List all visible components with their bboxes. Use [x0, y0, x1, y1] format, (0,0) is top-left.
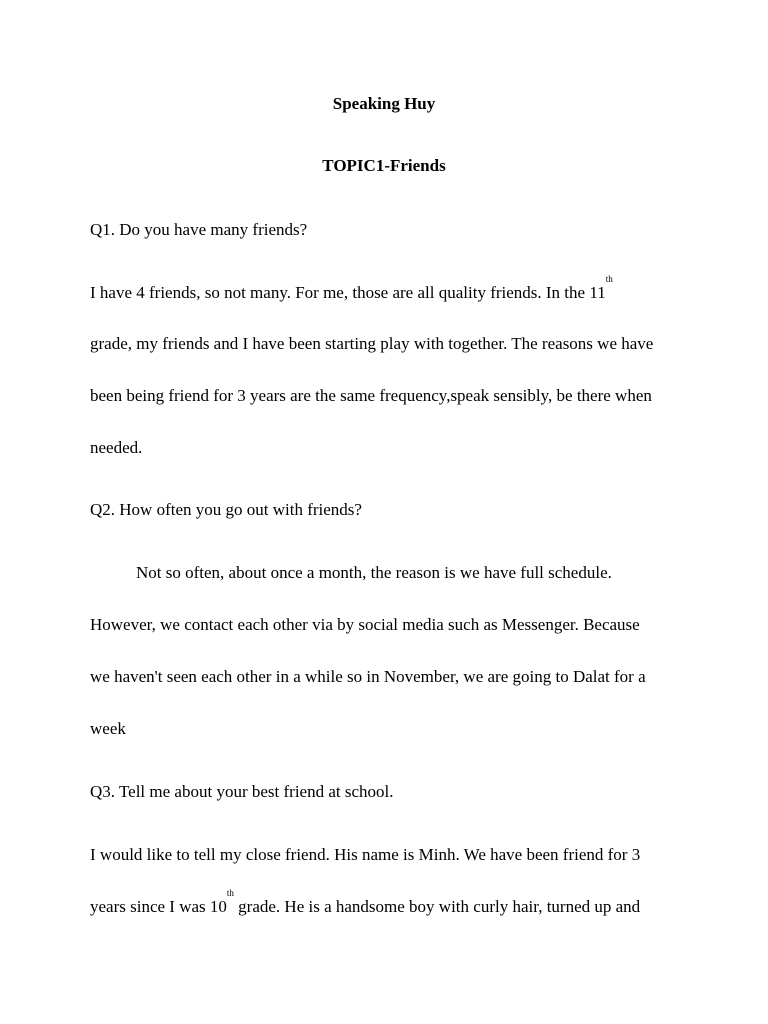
q3-answer-line-2 [90, 888, 641, 917]
ordinal-superscript: th [226, 888, 234, 898]
question-q1: Q1. Do you have many friends? [90, 220, 308, 239]
question-q2: Q2. How often you go out with friends? [90, 500, 362, 519]
q1-answer-line-3: been being friend for 3 years are the same frequency,speak sensibly, be there when [90, 386, 652, 405]
q2-answer-line-2: However, we contact each other via by social media such as Messenger. Because [90, 615, 640, 634]
topic-heading: TOPIC1-Friends [322, 156, 446, 175]
q3-answer-line-2-text-b: grade. He is a handsome boy with curly hair, turned up and [238, 897, 641, 916]
q2-answer-line-3: we haven't seen each other in a while so in November, we are going to Dalat for a [90, 667, 646, 686]
q1-answer-line-4: needed. [90, 438, 143, 457]
q2-answer-line-1: Not so often, about once a month, the reason is we have full schedule. [136, 563, 612, 582]
q1-answer-line-1 [90, 274, 613, 303]
q3-answer-line-1: I would like to tell my close friend. His name is Minh. We have been friend for 3 [90, 845, 641, 864]
q1-answer-line-2: grade, my friends and I have been starting play with together. The reasons we have [90, 334, 654, 353]
ordinal-superscript: th [605, 274, 613, 284]
q3-answer-line-2-text-a: years since I was 10 [90, 897, 227, 916]
q2-answer-line-4: week [90, 719, 126, 738]
document-title: Speaking Huy [332, 94, 436, 113]
question-q3: Q3. Tell me about your best friend at school. [90, 782, 394, 801]
q1-answer-line-1-text: I have 4 friends, so not many. For me, those are all quality friends. In the 11 [90, 283, 606, 302]
